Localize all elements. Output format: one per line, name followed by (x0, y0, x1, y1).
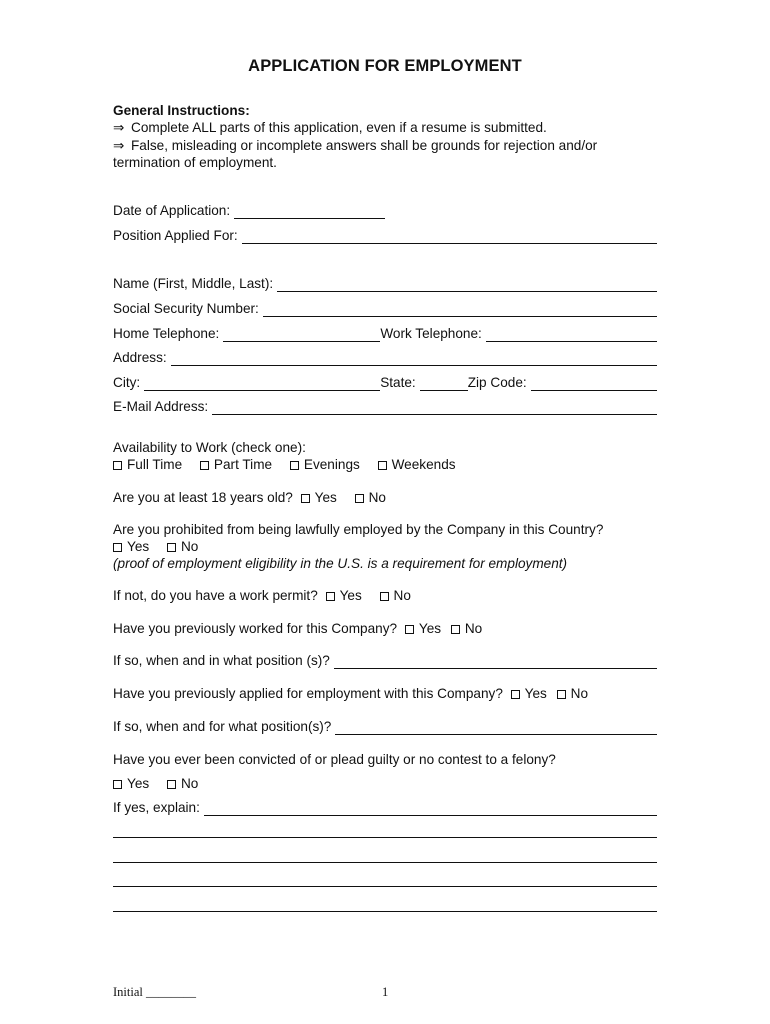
checkbox-icon[interactable] (355, 494, 364, 503)
checkbox-icon[interactable] (405, 625, 414, 634)
age-question (113, 489, 400, 506)
checkbox-icon[interactable] (113, 543, 122, 552)
previously-worked-text: Have you previously worked for this Company? (113, 621, 398, 636)
availability-evenings[interactable]: Evenings (290, 456, 360, 473)
arrow-icon: ⇒ (113, 138, 125, 153)
ssn-field (113, 300, 657, 317)
city-input[interactable] (144, 377, 380, 391)
availability-part-time[interactable]: Part Time (200, 456, 272, 473)
availability-full-time[interactable]: Full Time (113, 456, 182, 473)
work-permit-no[interactable]: No (380, 587, 411, 604)
prohibited-note: (proof of employment eligibility in the U.S. is a requirement for employment) (113, 556, 568, 571)
arrow-icon: ⇒ (113, 120, 125, 135)
explain-field (113, 799, 657, 816)
availability-label: Availability to Work (check one): (113, 440, 306, 455)
checkbox-icon[interactable] (290, 461, 299, 470)
previously-worked-question (113, 620, 496, 637)
availability-options (113, 456, 470, 473)
checkbox-icon[interactable] (167, 543, 176, 552)
email-field (113, 398, 657, 415)
name-input[interactable] (277, 278, 657, 292)
prohibited-no[interactable]: No (167, 538, 198, 555)
previously-worked-yes[interactable]: Yes (405, 620, 441, 637)
applied-when-input[interactable] (335, 721, 657, 735)
page-title: APPLICATION FOR EMPLOYMENT (248, 57, 522, 75)
age-yes[interactable]: Yes (301, 489, 337, 506)
checkbox-icon[interactable] (200, 461, 209, 470)
prohibited-options (113, 538, 212, 555)
age-no[interactable]: No (355, 489, 386, 506)
explain-line-5[interactable] (113, 911, 657, 912)
instruction-2-continued: termination of employment. (113, 155, 277, 170)
previously-applied-no[interactable]: No (557, 685, 588, 702)
address-field (113, 349, 657, 366)
home-telephone-label: Home Telephone: (113, 326, 220, 341)
state-label: State: (380, 375, 416, 390)
explain-label: If yes, explain: (113, 800, 200, 815)
instruction-2-text: False, misleading or incomplete answers shall be grounds for rejection and/or (131, 138, 598, 153)
previously-worked-no[interactable]: No (451, 620, 482, 637)
telephone-field (113, 325, 657, 342)
explain-input[interactable] (204, 802, 657, 816)
date-of-application-input[interactable] (234, 205, 385, 219)
checkbox-icon[interactable] (113, 780, 122, 789)
availability-weekends[interactable]: Weekends (378, 456, 456, 473)
position-applied-input[interactable] (242, 230, 657, 244)
date-of-application-field (113, 202, 385, 219)
checkbox-icon[interactable] (557, 690, 566, 699)
initial-field: Initial ________ (113, 985, 196, 999)
checkbox-icon[interactable] (326, 592, 335, 601)
position-applied-field (113, 227, 657, 244)
zip-input[interactable] (531, 377, 657, 391)
prohibited-question: Are you prohibited from being lawfully employed by the Company in this Country? (113, 522, 604, 537)
work-telephone-input[interactable] (486, 328, 657, 342)
instruction-1 (113, 119, 547, 136)
worked-when-field (113, 652, 657, 669)
previously-applied-yes[interactable]: Yes (511, 685, 547, 702)
ssn-label: Social Security Number: (113, 301, 259, 316)
work-permit-question (113, 587, 425, 604)
ssn-input[interactable] (263, 303, 657, 317)
email-label: E-Mail Address: (113, 399, 209, 414)
previously-applied-text: Have you previously applied for employment with this Company? (113, 686, 503, 701)
applied-when-field (113, 718, 657, 735)
city-state-zip-field (113, 374, 657, 391)
email-input[interactable] (212, 401, 657, 415)
instruction-1-text: Complete ALL parts of this application, even if a resume is submitted. (131, 120, 547, 135)
previously-applied-question (113, 685, 602, 702)
checkbox-icon[interactable] (167, 780, 176, 789)
felony-yes[interactable]: Yes (113, 775, 149, 792)
address-input[interactable] (171, 352, 657, 366)
checkbox-icon[interactable] (378, 461, 387, 470)
instructions-heading: General Instructions: (113, 103, 250, 118)
address-label: Address: (113, 350, 167, 365)
checkbox-icon[interactable] (511, 690, 520, 699)
checkbox-icon[interactable] (380, 592, 389, 601)
page-number: 1 (382, 985, 389, 999)
explain-line-4[interactable] (113, 886, 657, 887)
name-field (113, 275, 657, 292)
home-telephone-input[interactable] (223, 328, 380, 342)
checkbox-icon[interactable] (113, 461, 122, 470)
worked-when-input[interactable] (334, 655, 657, 669)
age-question-text: Are you at least 18 years old? (113, 490, 293, 505)
felony-question: Have you ever been convicted of or plead guilty or no contest to a felony? (113, 752, 556, 767)
work-permit-yes[interactable]: Yes (326, 587, 362, 604)
date-of-application-label: Date of Application: (113, 203, 231, 218)
zip-label: Zip Code: (467, 375, 527, 390)
prohibited-yes[interactable]: Yes (113, 538, 149, 555)
explain-line-3[interactable] (113, 862, 657, 863)
applied-when-label: If so, when and for what position(s)? (113, 719, 332, 734)
felony-no[interactable]: No (167, 775, 198, 792)
name-label: Name (First, Middle, Last): (113, 276, 274, 291)
work-permit-text: If not, do you have a work permit? (113, 588, 318, 603)
state-input[interactable] (420, 377, 468, 391)
checkbox-icon[interactable] (451, 625, 460, 634)
checkbox-icon[interactable] (301, 494, 310, 503)
worked-when-label: If so, when and in what position (s)? (113, 653, 330, 668)
explain-line-2[interactable] (113, 837, 657, 838)
work-telephone-label: Work Telephone: (380, 326, 482, 341)
city-label: City: (113, 375, 141, 390)
felony-options (113, 775, 212, 792)
instruction-2 (113, 137, 597, 154)
position-applied-label: Position Applied For: (113, 228, 238, 243)
